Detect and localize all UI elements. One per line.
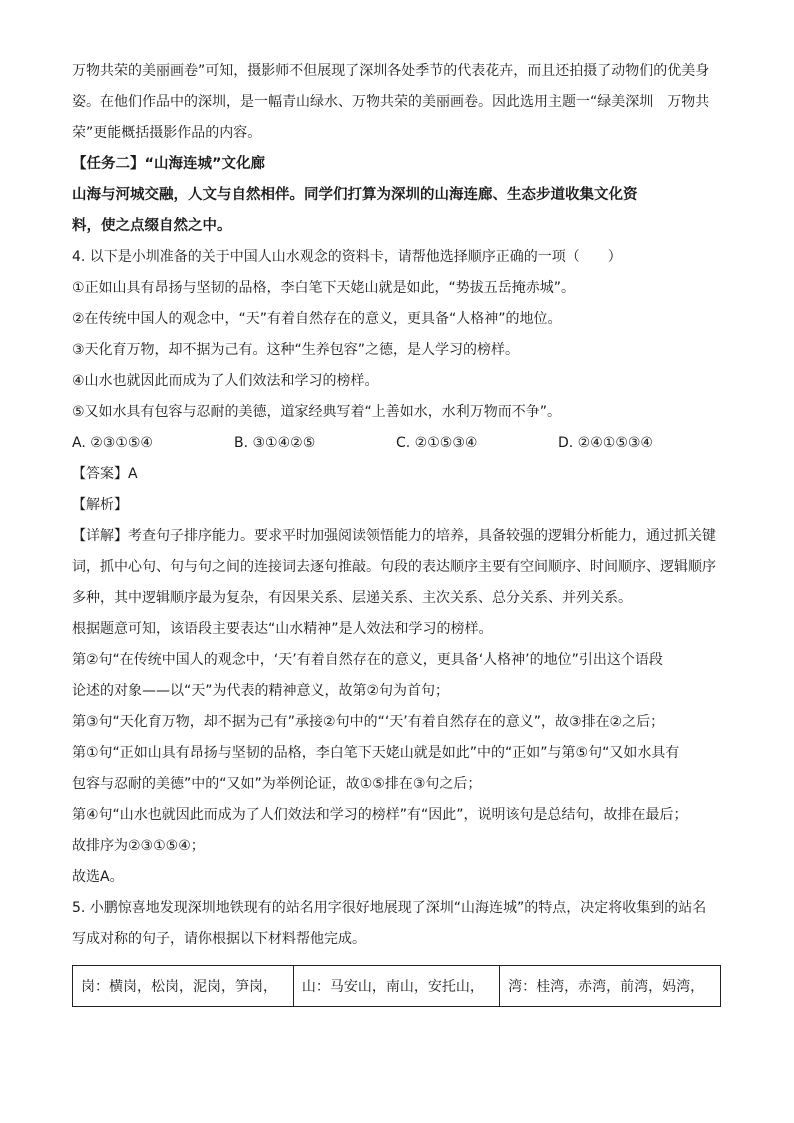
table-row	[73, 966, 721, 1007]
analysis-label: 【解析】	[72, 497, 128, 513]
table-cell-gang: 岗：横岗，松岗，泥岗，笋岗，	[73, 966, 294, 1007]
option-c: C. ②①⑤③④	[396, 435, 478, 451]
text-line: 荣”更能概括摄影作品的内容。	[72, 125, 262, 141]
task-heading: 【任务二】“山海连城”文化廊	[72, 156, 266, 172]
text-line: 姿。在他们作品中的深圳，是一幅青山绿水、万物共荣的美丽画卷。因此选用主题一“绿美深圳 万物共	[72, 94, 710, 110]
card-item: ②在传统中国人的观念中，“天”有着自然存在的意义，更具备“人格神”的地位。	[72, 311, 562, 327]
question-stem: 4. 以下是小圳准备的关于中国人山水观念的资料卡，请帮他选择顺序正确的一项（ ）	[72, 249, 622, 265]
text-line: 第②句“在传统中国人的观念中，‘天’有着自然存在的意义，更具备‘人格神’的地位”引出这个语段	[72, 652, 663, 668]
text-line: 词，抓中心句、句与句之间的连接词去逐句推敲。句段的表达顺序主要有空间顺序、时间顺序、逻辑顺序	[72, 559, 716, 575]
text-line: 【详解】考查句子排序能力。要求平时加强阅读领悟能力的培养，具备较强的逻辑分析能力，通过抓关键	[72, 528, 716, 544]
text-line: 万物共荣的美丽画卷”可知，摄影师不但展现了深圳各处季节的代表花卉，而且还拍摄了动物们的优美身	[72, 63, 710, 79]
text-line: 故排序为②③①⑤④；	[72, 838, 205, 854]
card-item: ①正如山具有昂扬与坚韧的品格，李白笔下天姥山就是如此，“势拔五岳掩赤城”。	[72, 280, 576, 296]
table-cell-wan: 湾：桂湾，赤湾，前湾，妈湾，	[500, 966, 721, 1007]
answer-label: 【答案】A	[72, 466, 138, 482]
option-a: A. ②③①⑤④	[72, 435, 153, 451]
card-item: ⑤又如水具有包容与忍耐的美德，道家经典写着“上善如水，水利万物而不争”。	[72, 404, 562, 420]
text-line: 论述的对象——以“天”为代表的精神意义，故第②句为首句；	[72, 683, 450, 699]
option-d: D. ②④①⑤③④	[558, 435, 653, 451]
text-line: 第④句“山水也就因此而成为了人们效法和学习的榜样”有“因此”，说明该句是总结句，故排在最后；	[72, 807, 688, 823]
question-stem: 写成对称的句子，请你根据以下材料帮他完成。	[72, 931, 366, 947]
text-line: 包容与忍耐的美德”中的“又如”为举例论证，故①⑤排在③句之后；	[72, 776, 482, 792]
text-line: 多种，其中逻辑顺序最为复杂，有因果关系、层递关系、主次关系、总分关系、并列关系。	[72, 590, 632, 606]
task-intro: 山海与河城交融，人文与自然相伴。同学们打算为深圳的山海连廊、生态步道收集文化资	[72, 187, 638, 203]
text-line: 故选A。	[72, 869, 124, 885]
answer-options	[72, 428, 722, 459]
card-item: ④山水也就因此而成为了人们效法和学习的榜样。	[72, 373, 379, 389]
table-cell-shan: 山：马安山，南山，安托山，	[293, 966, 499, 1007]
document-body	[72, 56, 722, 955]
option-b: B. ③①④②⑤	[234, 435, 316, 451]
station-table	[72, 965, 721, 1007]
question-stem: 5. 小鹏惊喜地发现深圳地铁现有的站名用字很好地展现了深圳“山海连城”的特点，决定将收集到的站名	[72, 900, 707, 916]
text-line: 根据题意可知，该语段主要表达“山水精神”是人效法和学习的榜样。	[72, 621, 493, 637]
text-line: 第①句“正如山具有昂扬与坚韧的品格，李白笔下天姥山就是如此”中的“正如”与第⑤句“又如水具有	[72, 745, 680, 761]
task-intro: 料，使之点缀自然之中。	[72, 218, 232, 234]
text-line: 第③句“天化育万物，却不据为己有”承接②句中的“‘天’有着自然存在的意义”，故③排在②之后；	[72, 714, 665, 730]
card-item: ③天化育万物，却不据为己有。这种“生养包容”之德，是人学习的榜样。	[72, 342, 520, 358]
